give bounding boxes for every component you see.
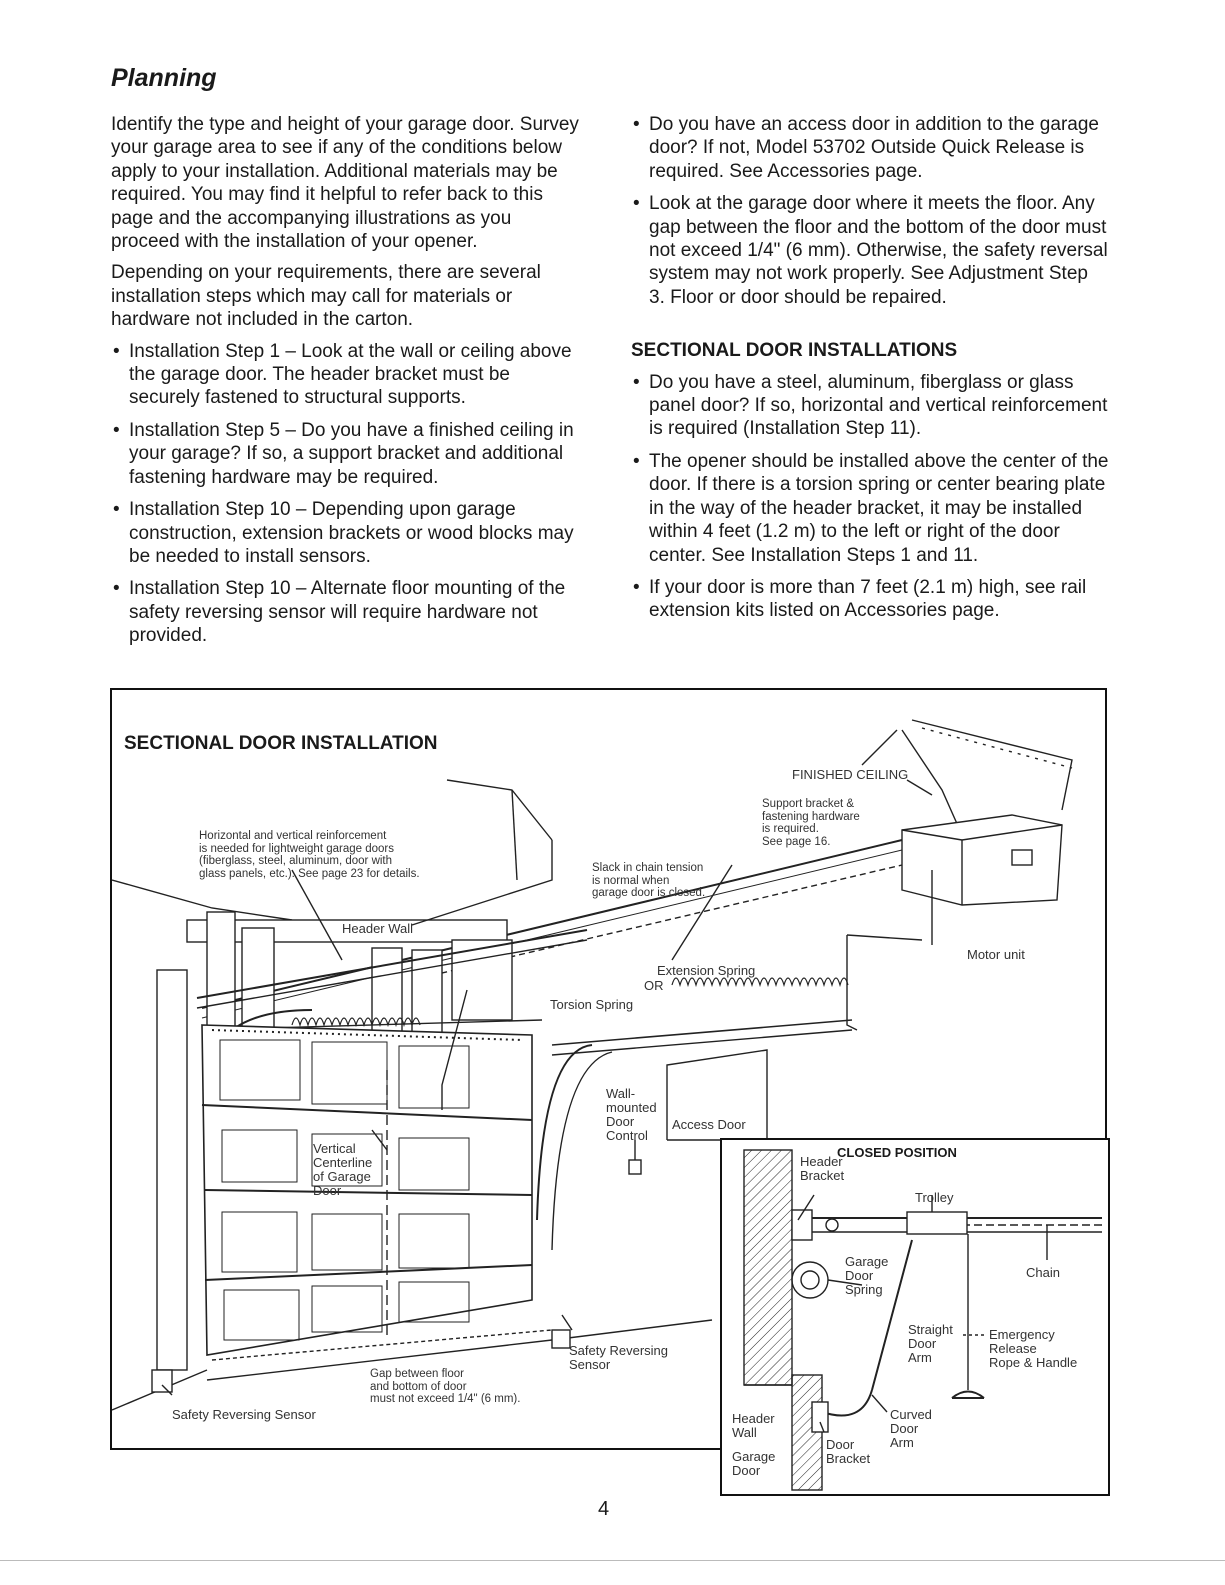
- installation-step-list: [111, 340, 581, 648]
- list-item: • Do you have an access door in addition to the garage door? If not, Model 53702 Outside Quick Release is required. See Accessories page.: [631, 113, 1109, 183]
- list-item: • Installation Step 10 – Depending upon garage construction, extension brackets or wood blocks may be needed to install sensors.: [111, 498, 581, 568]
- extension-spring-label: Extension Spring: [657, 963, 756, 978]
- intro-paragraph: Identify the type and height of your garage door. Survey your garage area to see if any of the conditions below apply to your installation. Additional materials may be required. You may find it helpful to refer back to this page and the accompanying illustrations as you proceed with the installation of your opener.: [111, 114, 579, 253]
- vertical-centerline-label: Vertical Centerline of Garage Door: [313, 1141, 373, 1198]
- closed-position-inset: [720, 1138, 1110, 1496]
- inset-title: CLOSED POSITION: [837, 1145, 957, 1160]
- requirements-paragraph: Depending on your requirements, there are several installation steps which may call for materials or hardware not included in the carton.: [111, 262, 541, 331]
- support-bracket-label: Support bracket & fastening hardware is required. See page 16.: [762, 798, 860, 848]
- door-bracket-label: Door Bracket: [826, 1437, 871, 1466]
- finished-ceiling-label: FINISHED CEILING: [792, 767, 909, 782]
- slack-label: Slack in chain tension is normal when garage door is closed.: [592, 862, 706, 899]
- section-heading: SECTIONAL DOOR INSTALLATIONS: [631, 340, 958, 362]
- or-label: OR: [644, 978, 664, 993]
- list-item: • Look at the garage door where it meets the floor. Any gap between the floor and the bottom of the door must not exceed 1/4" (6 mm). Otherwise, the safety reversal system may not work properly. See Adjustment Step 3. Floor or door should be repaired.: [631, 192, 1109, 309]
- sectional-door-list: [631, 371, 1109, 623]
- access-door-label: Access Door: [672, 1117, 746, 1132]
- wall-control-label: Wall- mounted Door Control: [606, 1086, 657, 1143]
- figure-title: SECTIONAL DOOR INSTALLATION: [124, 733, 438, 754]
- gap-label: Gap between floor and bottom of door must not exceed 1/4" (6 mm).: [370, 1368, 521, 1405]
- bottom-rule: [0, 1560, 1225, 1561]
- motor-unit-label: Motor unit: [967, 947, 1025, 962]
- reinforcement-label: Horizontal and vertical reinforcement is needed for lightweight garage doors (fiberglass, steel, aluminum, door with glass panels, etc.). See page 23 for details.: [199, 830, 420, 880]
- chain-label: Chain: [1026, 1265, 1060, 1280]
- header-wall-inset-label: Header Wall: [732, 1411, 775, 1440]
- left-column: [111, 113, 581, 657]
- torsion-spring-label: Torsion Spring: [550, 997, 634, 1012]
- garage-door-spring-label: Garage Door Spring: [845, 1254, 889, 1297]
- page-title: Planning: [111, 64, 217, 92]
- list-item: • Installation Step 10 – Alternate floor mounting of the safety reversing sensor will require hardware not provided.: [111, 577, 581, 647]
- right-column: [631, 113, 1109, 632]
- door-check-list: [631, 113, 1109, 309]
- list-item: • Installation Step 5 – Do you have a finished ceiling in your garage? If so, a support bracket and additional fastening hardware may be required.: [111, 419, 581, 489]
- straight-door-arm-label: Straight Door Arm: [908, 1322, 953, 1365]
- emergency-release-label: Emergency Release Rope & Handle: [989, 1327, 1078, 1370]
- list-item: • Do you have a steel, aluminum, fiberglass or glass panel door? If so, horizontal and vertical reinforcement is required (Installation Step 11).: [631, 371, 1109, 441]
- safety-sensor-right-label: Safety Reversing Sensor: [569, 1343, 668, 1372]
- list-item: • The opener should be installed above the center of the door. If there is a torsion spring or center bearing plate in the way of the header bracket, it may be installed within 4 feet (1.2 m) to the left or right of the door center. See Installation Steps 1 and 11.: [631, 450, 1109, 567]
- trolley-label: Trolley: [915, 1190, 954, 1205]
- curved-door-arm-label: Curved Door Arm: [890, 1407, 932, 1450]
- garage-door-label: Garage Door: [732, 1449, 776, 1478]
- header-wall-label: Header Wall: [342, 921, 414, 936]
- list-item: • If your door is more than 7 feet (2.1 m) high, see rail extension kits listed on Accessories page.: [631, 576, 1109, 623]
- header-bracket-label: Header Bracket: [800, 1154, 845, 1183]
- page-number: 4: [598, 1498, 610, 1520]
- list-item: • Installation Step 1 – Look at the wall or ceiling above the garage door. The header bracket must be securely fastened to structural supports.: [111, 340, 581, 410]
- safety-sensor-left-label: Safety Reversing Sensor: [172, 1407, 316, 1422]
